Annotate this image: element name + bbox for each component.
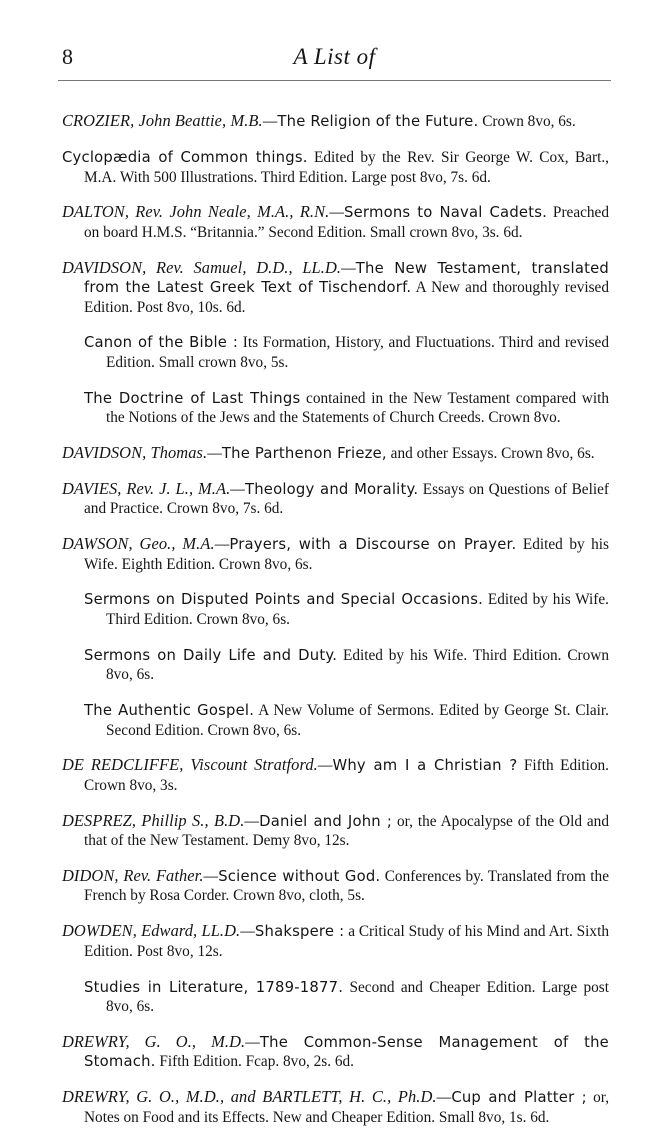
entry-description: Crown 8vo, 6s. xyxy=(478,113,576,131)
entry-author: DAVIDSON, Rev. Samuel, D.D., LL.D.— xyxy=(62,257,356,277)
entry-title: Sermons on Daily Life and Duty. xyxy=(84,646,338,664)
entry-title: Cyclopædia of Common things. xyxy=(62,149,308,167)
entry-title: Canon of the Bible : xyxy=(84,334,239,352)
entry-description: Essays on Questions of Belief and Practice. Crown 8vo, 7s. 6d. xyxy=(84,480,609,518)
catalogue-sub-entry xyxy=(84,332,609,372)
catalogue-entry xyxy=(62,202,609,242)
entry-title: The Religion of the Future. xyxy=(277,113,479,131)
catalogue-sub-entry xyxy=(84,589,609,629)
entry-description: and other Essays. Crown 8vo, 6s. xyxy=(386,445,595,463)
page-number: 8 xyxy=(62,44,73,69)
entry-title: The Parthenon Frieze, xyxy=(221,445,387,463)
entry-title: Theology and Morality. xyxy=(244,480,419,498)
header-rule xyxy=(58,80,611,81)
entry-title: Why am I a Christian ? xyxy=(332,757,518,775)
entry-description: Fifth Edition. Crown 8vo, 3s. xyxy=(84,757,610,794)
catalogue-entry xyxy=(62,921,609,961)
entry-author: DOWDEN, Edward, LL.D.— xyxy=(62,921,255,941)
entry-title: The Doctrine of Last Things xyxy=(84,389,301,407)
entry-description: a Critical Study of his Mind and Art. Sixth Edition. Post 8vo, 12s. xyxy=(84,923,609,960)
catalogue-sub-entry xyxy=(84,645,609,685)
entry-title: Studies in Literature, 1789-1877. xyxy=(84,978,344,996)
entry-description: Second and Cheaper Edition. Large post 8vo, 6s. xyxy=(106,978,609,1016)
catalogue-sub-entry xyxy=(84,700,609,740)
catalogue-list xyxy=(62,96,609,1133)
catalogue-entry xyxy=(62,111,609,132)
entry-title: Cup and Platter ; xyxy=(451,1089,587,1107)
entry-description: Fifth Edition. Fcap. 8vo, 2s. 6d. xyxy=(155,1053,354,1071)
entry-title: The New Testament, translated from the Latest Greek Text of Tischendorf. xyxy=(84,259,609,297)
catalogue-entry xyxy=(62,811,609,851)
entry-author: DAVIES, Rev. J. L., M.A.— xyxy=(62,478,245,498)
entry-description: contained in the New Testament compared with the Notions of the Jews and the Statements of Church Creeds. Crown 8vo. xyxy=(106,389,609,427)
entry-title: The Common-Sense Management of the Stomach. xyxy=(84,1033,609,1071)
entry-description: Edited by his Wife. Third Edition. Crown 8vo, 6s. xyxy=(106,646,609,684)
catalogue-entry xyxy=(62,479,609,519)
running-title: A List of xyxy=(293,44,376,69)
catalogue-sub-entry xyxy=(84,977,609,1017)
entry-description: Preached on board H.M.S. “Britannia.” Second Edition. Small crown 8vo, 3s. 6d. xyxy=(84,204,609,241)
entry-title: Prayers, with a Discourse on Prayer. xyxy=(229,536,517,554)
catalogue-entry xyxy=(62,866,609,906)
entry-description: Conferences by. Translated from the French by Rosa Corder. Crown 8vo, cloth, 5s. xyxy=(84,867,609,905)
entry-author: DESPREZ, Phillip S., B.D.— xyxy=(62,810,260,830)
catalogue-entry xyxy=(62,755,609,795)
entry-author: DREWRY, G. O., M.D., and BARTLETT, H. C., Ph.D.— xyxy=(62,1087,452,1107)
entry-title: Shakspere : xyxy=(254,923,345,941)
entry-description: or, Notes on Food and its Effects. New and Cheaper Edition. Small 8vo, 1s. 6d. xyxy=(84,1089,610,1126)
catalogue-entry xyxy=(62,258,609,318)
catalogue-entry xyxy=(62,443,609,464)
entry-author: DIDON, Rev. Father.— xyxy=(62,865,219,885)
entry-author: DE REDCLIFFE, Viscount Stratford.— xyxy=(62,755,333,775)
entry-description: A New and thoroughly revised Edition. Post 8vo, 10s. 6d. xyxy=(84,279,609,316)
entry-author: DAVIDSON, Thomas.— xyxy=(62,443,222,463)
entry-description: A New Volume of Sermons. Edited by George St. Clair. Second Edition. Crown 8vo, 6s. xyxy=(106,702,609,739)
catalogue-entry xyxy=(62,1087,609,1127)
entry-author: DREWRY, G. O., M.D.— xyxy=(62,1031,260,1051)
entry-description: Its Formation, History, and Fluctuations. Third and revised Edition. Small crown 8vo, 5s. xyxy=(106,334,609,371)
entry-author: DALTON, Rev. John Neale, M.A., R.N.— xyxy=(62,202,345,222)
entry-description: Edited by his Wife. Eighth Edition. Crown 8vo, 6s. xyxy=(84,536,609,573)
entry-title: Sermons to Naval Cadets. xyxy=(344,204,548,222)
entry-description: or, the Apocalypse of the Old and that of the New Testament. Demy 8vo, 12s. xyxy=(84,812,609,850)
entry-title: Sermons on Disputed Points and Special Occasions. xyxy=(84,591,484,609)
catalogue-sub-entry xyxy=(84,388,609,428)
catalogue-entry xyxy=(62,1032,609,1072)
entry-description: Edited by his Wife. Third Edition. Crown 8vo, 6s. xyxy=(106,591,609,628)
entry-description: Edited by the Rev. Sir George W. Cox, Bart., M.A. With 500 Illustrations. Third Edition. Large post 8vo, 7s. 6d. xyxy=(84,149,609,186)
catalogue-entry xyxy=(62,534,609,574)
entry-author: CROZIER, John Beattie, M.B.— xyxy=(62,111,278,131)
entry-title: The Authentic Gospel. xyxy=(84,702,255,720)
entry-title: Science without God. xyxy=(218,867,381,885)
catalogue-entry xyxy=(62,147,609,187)
entry-author: DAWSON, Geo., M.A.— xyxy=(62,534,230,554)
entry-title: Daniel and John ; xyxy=(259,812,393,830)
